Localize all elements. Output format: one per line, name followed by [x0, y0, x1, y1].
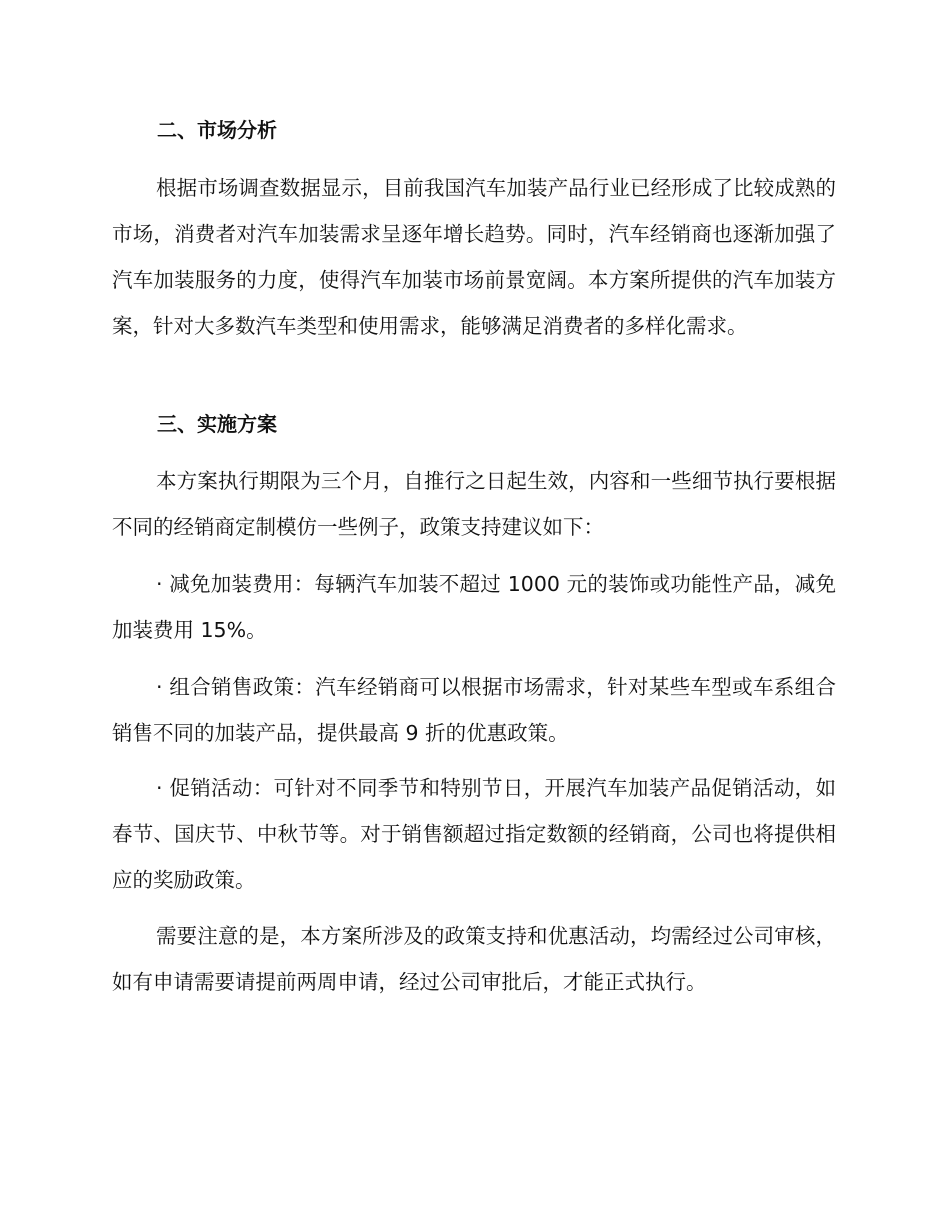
section-heading-implementation-plan: 三、实施方案: [157, 412, 277, 436]
section-heading-market-analysis: 二、市场分析: [157, 118, 277, 142]
paragraph-implementation-intro: 本方案执行期限为三个月，自推行之日起生效，内容和一些细节执行要根据不同的经销商定制模仿一些例子，政策支持建议如下：: [112, 469, 836, 539]
paragraph-market-analysis: 根据市场调查数据显示，目前我国汽车加装产品行业已经形成了比较成熟的市场，消费者对汽车加装需求呈逐年增长趋势。同时，汽车经销商也逐渐加强了汽车加装服务的力度，使得汽车加装市场前景宽阔。本方案所提供的汽车加装方案，针对大多数汽车类型和使用需求，能够满足消费者的多样化需求。: [112, 176, 836, 338]
paragraph-notice: 需要注意的是，本方案所涉及的政策支持和优惠活动，均需经过公司审核，如有申请需要请提前两周申请，经过公司审批后，才能正式执行。: [112, 924, 836, 994]
bullet-promotions: · 促销活动：可针对不同季节和特别节日，开展汽车加装产品促销活动，如春节、国庆节、中秋节等。对于销售额超过指定数额的经销商，公司也将提供相应的奖励政策。: [112, 776, 836, 892]
bullet-fee-reduction: · 减免加装费用：每辆汽车加装不超过 1000 元的装饰或功能性产品，减免加装费用 15%。: [112, 572, 836, 642]
bullet-bundle-sales-policy: · 组合销售政策：汽车经销商可以根据市场需求，针对某些车型或车系组合销售不同的加装产品，提供最高 9 折的优惠政策。: [112, 675, 836, 745]
